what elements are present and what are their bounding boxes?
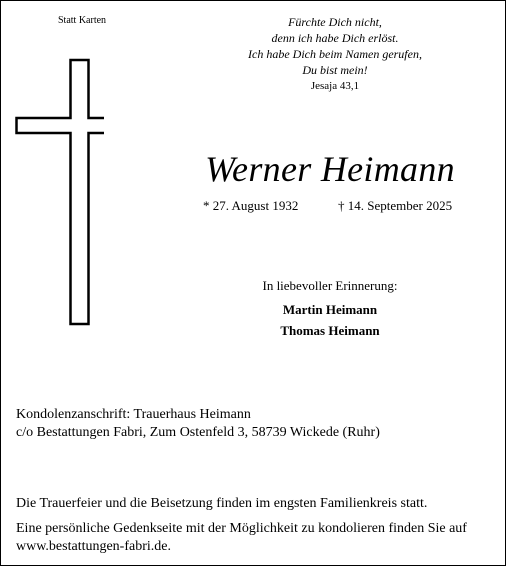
verse-reference: Jesaja 43,1 [310, 80, 360, 92]
memorial-line: Eine persönliche Gedenkseite mit der Möglichkeit zu kondolieren finden Sie auf [16, 521, 467, 536]
memory-line: In liebevoller Erinnerung: [262, 278, 398, 293]
mourner-name: Martin Heimann [282, 302, 378, 317]
verse-line: Ich habe Dich beim Namen gerufen, [248, 47, 422, 61]
address-line: Kondolenzanschrift: Trauerhaus Heimann [16, 407, 251, 422]
cross-icon [14, 57, 104, 327]
verse-line: denn ich habe Dich erlöst. [271, 31, 399, 45]
deceased-name: Werner Heimann [205, 149, 455, 189]
mourner-name: Thomas Heimann [280, 323, 380, 338]
memorial-link[interactable]: www.bestattungen-fabri.de. [16, 539, 171, 554]
bible-verse [210, 14, 460, 78]
memorial-page-info [16, 520, 496, 556]
statt-karten-label: Statt Karten [58, 15, 107, 26]
verse-line: Du bist mein! [302, 63, 368, 77]
ceremony-info: Die Trauerfeier und die Beisetzung finden im engsten Familienkreis statt. [16, 496, 428, 511]
condolence-address [16, 406, 380, 442]
address-line: c/o Bestattungen Fabri, Zum Ostenfeld 3, 58739 Wickede (Ruhr) [16, 425, 380, 440]
verse-line: Fürchte Dich nicht, [288, 15, 382, 29]
death-date: † 14. September 2025 [338, 198, 453, 213]
birth-date: * 27. August 1932 [203, 198, 299, 213]
